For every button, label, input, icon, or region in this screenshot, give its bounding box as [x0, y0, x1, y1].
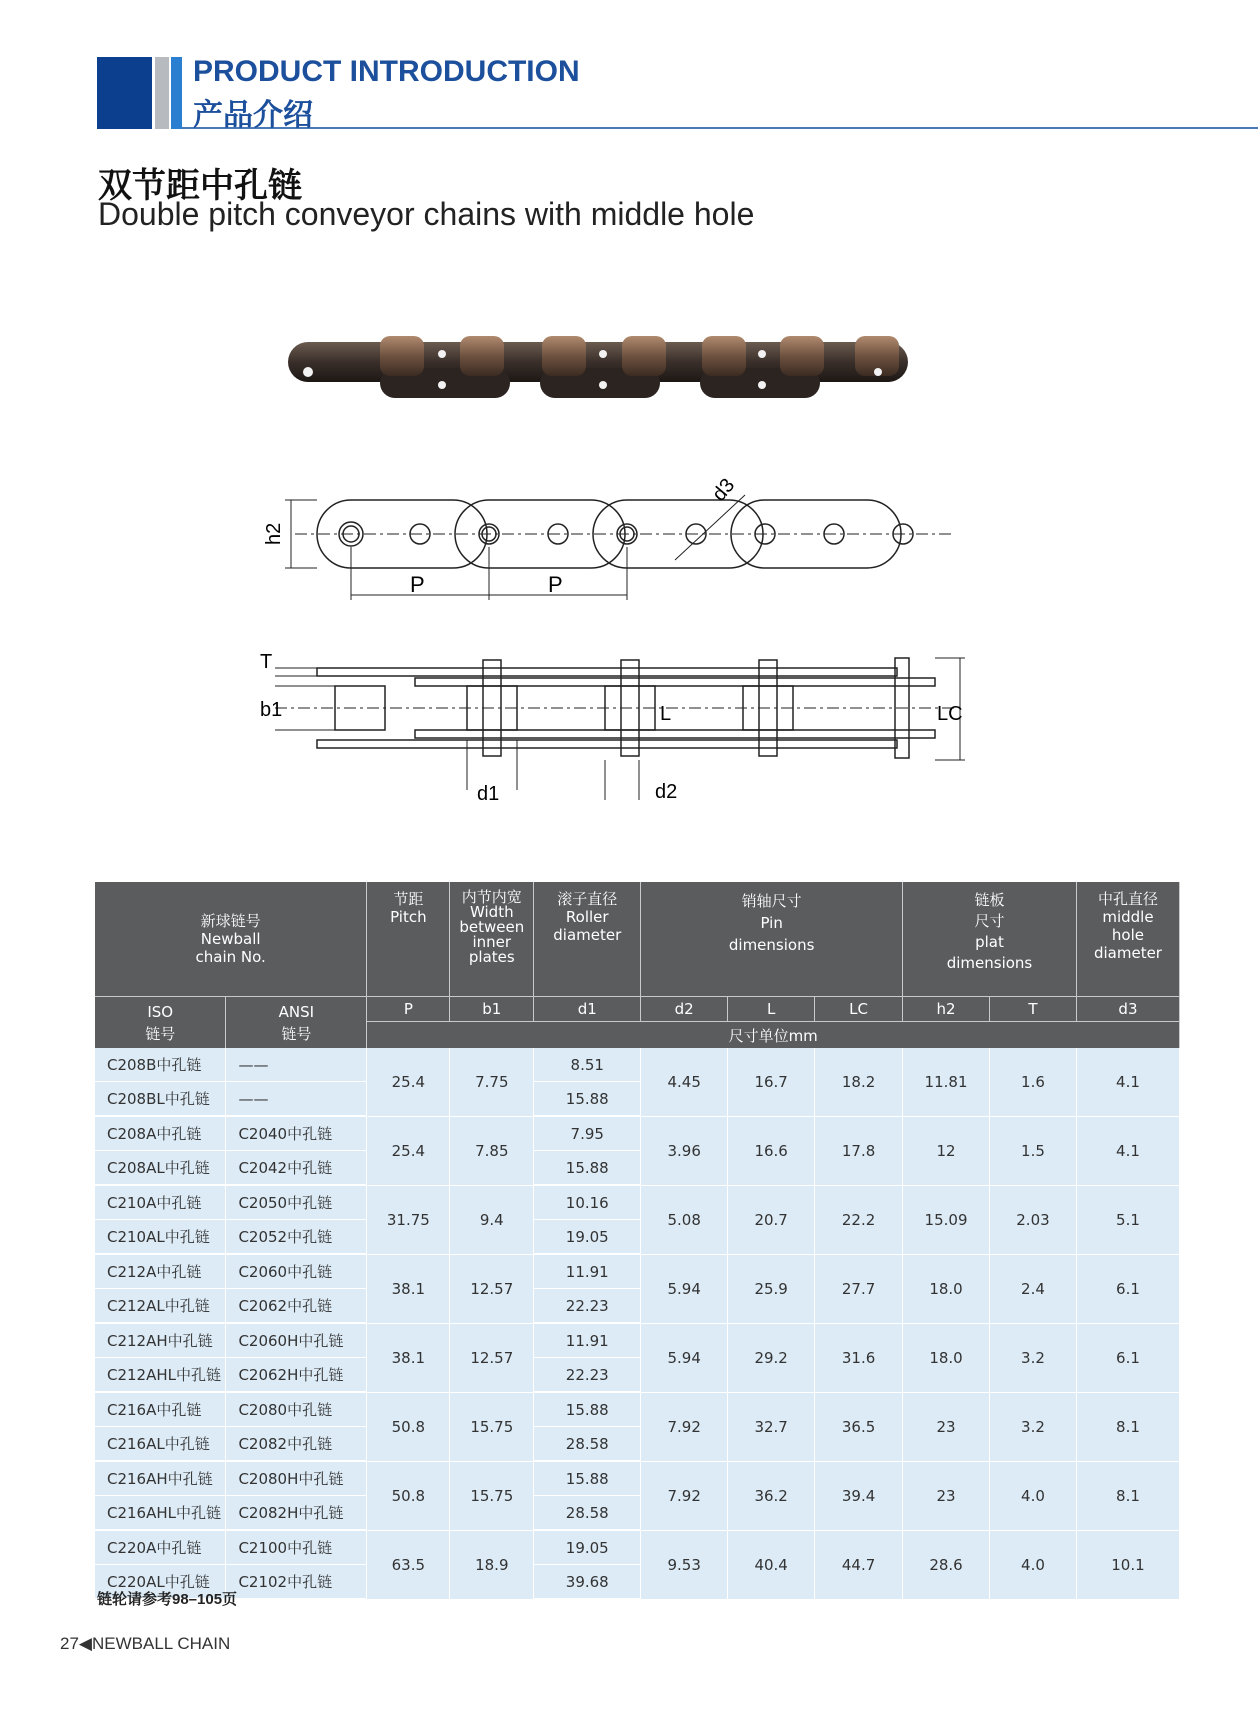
footer-brand: NEWBALL CHAIN [92, 1634, 231, 1653]
table-cell: C210AL中孔链 [95, 1220, 226, 1255]
table-cell: 38.1 [367, 1323, 450, 1392]
table-cell: 5.1 [1076, 1185, 1179, 1254]
label-d1: d1 [477, 783, 500, 805]
table-cell: 63.5 [367, 1530, 450, 1599]
table-cell: 4.1 [1076, 1048, 1179, 1116]
th-plate: 链板 尺寸 plat dimensions [903, 882, 1077, 997]
header-bar-grey [155, 57, 169, 129]
table-cell: C2080H中孔链 [226, 1461, 367, 1496]
table-cell: 50.8 [367, 1392, 450, 1461]
table-cell: C212AH中孔链 [95, 1323, 226, 1358]
table-cell: 15.09 [903, 1185, 990, 1254]
table-cell: 39.68 [534, 1565, 641, 1600]
table-cell: 6.1 [1076, 1254, 1179, 1323]
th-sym-d2: d2 [641, 997, 728, 1022]
table-row [95, 1185, 1180, 1220]
side-view-drawing [255, 465, 975, 615]
table-cell: 36.2 [728, 1461, 815, 1530]
table-cell: C212AHL中孔链 [95, 1358, 226, 1393]
table-cell: 4.1 [1076, 1116, 1179, 1185]
table-cell: 18.2 [815, 1048, 903, 1116]
table-cell: 15.88 [534, 1082, 641, 1117]
table-cell: 11.91 [534, 1323, 641, 1358]
table-cell: 28.6 [903, 1530, 990, 1599]
table-cell: 3.96 [641, 1116, 728, 1185]
table-cell: 25.4 [367, 1048, 450, 1116]
table-cell: 39.4 [815, 1461, 903, 1530]
th-pin: 销轴尺寸 Pin dimensions [641, 882, 903, 997]
spec-table [95, 882, 1180, 1600]
footer [60, 1634, 230, 1654]
table-cell: 2.4 [990, 1254, 1077, 1323]
table-cell: 22.23 [534, 1358, 641, 1393]
header-bar-blue [171, 57, 182, 129]
table-cell: C216AHL中孔链 [95, 1496, 226, 1531]
table-cell: C212AL中孔链 [95, 1289, 226, 1324]
table-cell: 20.7 [728, 1185, 815, 1254]
top-view-drawing [255, 650, 975, 810]
table-cell: 15.88 [534, 1461, 641, 1496]
table-cell: 10.16 [534, 1185, 641, 1220]
table-row [95, 1392, 1180, 1427]
table-cell: 12 [903, 1116, 990, 1185]
header-title-en: PRODUCT INTRODUCTION [193, 55, 580, 88]
page-number: 27 [60, 1634, 79, 1653]
table-cell: C208A中孔链 [95, 1116, 226, 1151]
table-cell: 23 [903, 1392, 990, 1461]
label-p2: P [548, 572, 563, 597]
table-cell: 9.4 [450, 1185, 534, 1254]
table-cell: 15.75 [450, 1461, 534, 1530]
label-h2: h2 [263, 522, 285, 545]
table-cell: 16.6 [728, 1116, 815, 1185]
table-cell: 18.0 [903, 1323, 990, 1392]
table-cell: 7.75 [450, 1048, 534, 1116]
table-cell: 8.1 [1076, 1461, 1179, 1530]
th-sym-h2: h2 [903, 997, 990, 1022]
label-p1: P [410, 572, 425, 597]
table-cell: 6.1 [1076, 1323, 1179, 1392]
table-cell: 7.85 [450, 1116, 534, 1185]
table-cell: 15.88 [534, 1151, 641, 1186]
th-unit: 尺寸单位mm [367, 1022, 1180, 1049]
table-cell: C2050中孔链 [226, 1185, 367, 1220]
table-cell: 8.1 [1076, 1392, 1179, 1461]
triangle-icon: ◀ [78, 1634, 92, 1653]
table-cell: C216AH中孔链 [95, 1461, 226, 1496]
table-cell: 11.81 [903, 1048, 990, 1116]
table-cell: 2.03 [990, 1185, 1077, 1254]
header-bar-dark [97, 57, 152, 129]
table-cell: C216A中孔链 [95, 1392, 226, 1427]
table-cell: 50.8 [367, 1461, 450, 1530]
table-cell: C220A中孔链 [95, 1530, 226, 1565]
table-cell: C2060H中孔链 [226, 1323, 367, 1358]
table-cell: 19.05 [534, 1530, 641, 1565]
table-cell: C2100中孔链 [226, 1530, 367, 1565]
table-cell: C2062H中孔链 [226, 1358, 367, 1393]
table-cell: C2102中孔链 [226, 1565, 367, 1600]
th-sym-d3: d3 [1076, 997, 1179, 1022]
table-cell: 18.0 [903, 1254, 990, 1323]
table-cell: C216AL中孔链 [95, 1427, 226, 1462]
table-cell: 10.1 [1076, 1530, 1179, 1599]
table-row [95, 1323, 1180, 1358]
table-cell: 5.94 [641, 1323, 728, 1392]
table-cell: C2062中孔链 [226, 1289, 367, 1324]
label-d2: d2 [655, 781, 678, 803]
table-cell: 38.1 [367, 1254, 450, 1323]
table-cell: 31.75 [367, 1185, 450, 1254]
th-ansi: ANSI 链号 [226, 997, 367, 1049]
table-cell: 28.58 [534, 1427, 641, 1462]
table-cell: 8.51 [534, 1048, 641, 1082]
table-cell: 22.2 [815, 1185, 903, 1254]
chain-photo [280, 330, 920, 410]
table-cell: C2080中孔链 [226, 1392, 367, 1427]
table-cell: 11.91 [534, 1254, 641, 1289]
table-cell: C210A中孔链 [95, 1185, 226, 1220]
table-cell: 44.7 [815, 1530, 903, 1599]
table-cell: C208BL中孔链 [95, 1082, 226, 1117]
th-sym-lc: LC [815, 997, 903, 1022]
th-roller: 滚子直径 Roller diameter [534, 882, 641, 997]
table-cell: —— [226, 1082, 367, 1117]
label-t: T [260, 651, 273, 673]
table-cell: 9.53 [641, 1530, 728, 1599]
label-l: L [660, 703, 672, 725]
table-cell: 17.8 [815, 1116, 903, 1185]
table-cell: 3.2 [990, 1392, 1077, 1461]
table-cell: 7.92 [641, 1461, 728, 1530]
table-row [95, 1254, 1180, 1289]
th-iso: ISO 链号 [95, 997, 226, 1049]
table-cell: 7.95 [534, 1116, 641, 1151]
table-cell: 16.7 [728, 1048, 815, 1116]
table-cell: 4.45 [641, 1048, 728, 1116]
table-cell: 29.2 [728, 1323, 815, 1392]
table-cell: C2052中孔链 [226, 1220, 367, 1255]
table-cell: 31.6 [815, 1323, 903, 1392]
table-cell: —— [226, 1048, 367, 1082]
table-cell: 7.92 [641, 1392, 728, 1461]
table-row [95, 1116, 1180, 1151]
table-cell: 19.05 [534, 1220, 641, 1255]
table-cell: 25.9 [728, 1254, 815, 1323]
table-cell: 36.5 [815, 1392, 903, 1461]
th-width: 内节内宽 Width between inner plates [450, 882, 534, 997]
th-hole: 中孔直径 middle hole diameter [1076, 882, 1179, 997]
table-row [95, 1530, 1180, 1565]
table-cell: C220AL中孔链 [95, 1565, 226, 1600]
th-sym-p: P [367, 997, 450, 1022]
table-cell: C2042中孔链 [226, 1151, 367, 1186]
table-cell: 4.0 [990, 1530, 1077, 1599]
header-title-cn: 产品介绍 [193, 99, 313, 132]
table-cell: 3.2 [990, 1323, 1077, 1392]
table-cell: 22.23 [534, 1289, 641, 1324]
product-title-cn: 双节距中孔链 [98, 167, 302, 205]
header-rule [182, 127, 1258, 129]
table-cell: 23 [903, 1461, 990, 1530]
table-cell: 5.94 [641, 1254, 728, 1323]
table-cell: 27.7 [815, 1254, 903, 1323]
table-cell: C2060中孔链 [226, 1254, 367, 1289]
table-cell: 12.57 [450, 1323, 534, 1392]
table-row [95, 1048, 1180, 1082]
th-chain-no: 新球链号 Newball chain No. [95, 882, 367, 997]
table-cell: 28.58 [534, 1496, 641, 1531]
table-cell: 25.4 [367, 1116, 450, 1185]
table-cell: C208AL中孔链 [95, 1151, 226, 1186]
table-cell: 40.4 [728, 1530, 815, 1599]
table-cell: 18.9 [450, 1530, 534, 1599]
table-cell: 32.7 [728, 1392, 815, 1461]
sprocket-note: 链轮请参考98–105页 [97, 1591, 238, 1608]
table-cell: C2082中孔链 [226, 1427, 367, 1462]
table-cell: C212A中孔链 [95, 1254, 226, 1289]
table-cell: C2082H中孔链 [226, 1496, 367, 1531]
table-cell: 5.08 [641, 1185, 728, 1254]
table-cell: 15.88 [534, 1392, 641, 1427]
table-cell: 12.57 [450, 1254, 534, 1323]
label-d3: d3 [708, 474, 740, 506]
table-cell: C2040中孔链 [226, 1116, 367, 1151]
th-sym-l: L [728, 997, 815, 1022]
table-cell: 15.75 [450, 1392, 534, 1461]
label-b1: b1 [260, 699, 283, 721]
table-row [95, 1461, 1180, 1496]
table-cell: C208B中孔链 [95, 1048, 226, 1082]
table-cell: 4.0 [990, 1461, 1077, 1530]
product-title-en: Double pitch conveyor chains with middle hole [98, 196, 755, 232]
table-cell: 1.5 [990, 1116, 1077, 1185]
th-sym-t: T [990, 997, 1077, 1022]
label-lc: LC [937, 703, 963, 725]
th-sym-b1: b1 [450, 997, 534, 1022]
th-pitch: 节距 Pitch [367, 882, 450, 997]
table-cell: 1.6 [990, 1048, 1077, 1116]
th-sym-d1: d1 [534, 997, 641, 1022]
